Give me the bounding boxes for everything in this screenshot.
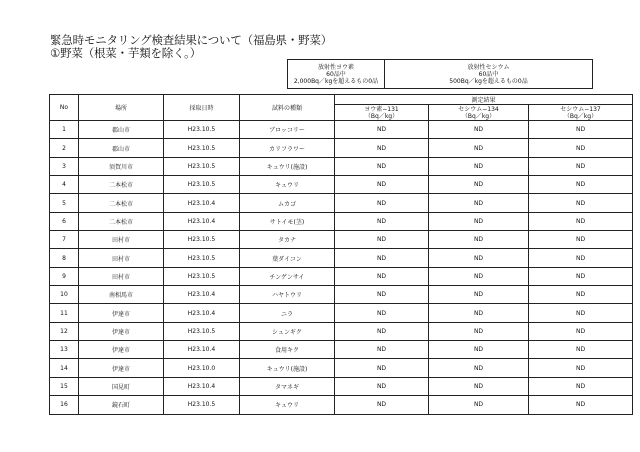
cell-cs137: ND: [529, 396, 633, 414]
cell-i131: ND: [335, 377, 429, 395]
cell-kind: 食用キク: [240, 341, 335, 359]
cell-kind: キュウリ(施設): [240, 157, 335, 175]
cell-date: H23.10.5: [164, 322, 240, 340]
cell-date: H23.10.5: [164, 231, 240, 249]
table-row: [50, 359, 633, 377]
cell-i131: ND: [335, 267, 429, 285]
cell-cs134: ND: [429, 377, 529, 395]
cell-kind: ブロッコリー: [240, 121, 335, 139]
cell-i131: ND: [335, 341, 429, 359]
cell-date: H23.10.4: [164, 212, 240, 230]
cell-cs134: ND: [429, 359, 529, 377]
iodine-summary-count: 60品中: [326, 70, 346, 78]
cell-i131: ND: [335, 249, 429, 267]
cell-place: 郡山市: [79, 139, 164, 157]
cell-i131: ND: [335, 139, 429, 157]
iodine-summary-exceed: 2,000Bq／kgを超えるもの0品: [293, 77, 379, 85]
table-row: [50, 286, 633, 304]
results-body: [50, 121, 633, 415]
cell-date: H23.10.4: [164, 194, 240, 212]
cell-date: H23.10.5: [164, 249, 240, 267]
cell-cs137: ND: [529, 231, 633, 249]
header-result: 測定結果: [335, 95, 633, 105]
cesium-summary-exceed: 500Bq／kgを超えるもの0品: [449, 77, 528, 85]
cell-date: H23.10.4: [164, 286, 240, 304]
cell-no: 2: [50, 139, 79, 157]
cell-place: 田村市: [79, 231, 164, 249]
table-row: [50, 322, 633, 340]
cell-place: 須賀川市: [79, 157, 164, 175]
cell-no: 13: [50, 341, 79, 359]
cell-kind: シュンギク: [240, 322, 335, 340]
cell-no: 5: [50, 194, 79, 212]
cell-kind: キュウリ: [240, 396, 335, 414]
cell-date: H23.10.4: [164, 304, 240, 322]
table-row: [50, 194, 633, 212]
iodine-summary-cell: [288, 60, 385, 89]
cell-place: 伊達市: [79, 322, 164, 340]
cell-cs134: ND: [429, 322, 529, 340]
table-row: [50, 176, 633, 194]
cesium-summary-count: 60品中: [478, 70, 499, 78]
cell-date: H23.10.0: [164, 359, 240, 377]
cell-place: 郡山市: [79, 121, 164, 139]
cell-no: 10: [50, 286, 79, 304]
cell-no: 9: [50, 267, 79, 285]
header-i131: [335, 105, 429, 121]
cell-date: H23.10.5: [164, 396, 240, 414]
cell-no: 15: [50, 377, 79, 395]
cell-date: H23.10.4: [164, 377, 240, 395]
header-i131-unit: （Bq／kg）: [364, 112, 399, 120]
table-row: [50, 267, 633, 285]
table-row: [50, 341, 633, 359]
cell-cs137: ND: [529, 212, 633, 230]
summary-table: [287, 59, 593, 89]
cell-kind: ムカゴ: [240, 194, 335, 212]
cell-cs134: ND: [429, 121, 529, 139]
header-cs137-label: セシウム−137: [560, 105, 601, 113]
cell-place: 伊達市: [79, 341, 164, 359]
cell-i131: ND: [335, 121, 429, 139]
table-row: [50, 139, 633, 157]
header-no: No: [50, 95, 79, 121]
cell-no: 3: [50, 157, 79, 175]
cell-kind: チンゲンサイ: [240, 267, 335, 285]
cesium-summary-label: 放射性セシウム: [467, 63, 510, 71]
cell-no: 12: [50, 322, 79, 340]
iodine-summary-label: 放射性ヨウ素: [317, 63, 354, 71]
cell-kind: キュウリ: [240, 176, 335, 194]
cell-cs137: ND: [529, 286, 633, 304]
table-row: [50, 157, 633, 175]
cell-kind: サトイモ(茎): [240, 212, 335, 230]
cell-kind: タカナ: [240, 231, 335, 249]
cell-cs137: ND: [529, 139, 633, 157]
cell-no: 4: [50, 176, 79, 194]
cell-cs137: ND: [529, 341, 633, 359]
cell-place: 国見町: [79, 377, 164, 395]
table-row: [50, 396, 633, 414]
cell-no: 14: [50, 359, 79, 377]
cell-i131: ND: [335, 176, 429, 194]
cell-i131: ND: [335, 304, 429, 322]
header-cs137-unit: （Bq／kg）: [563, 112, 598, 120]
cell-date: H23.10.5: [164, 267, 240, 285]
cell-cs134: ND: [429, 176, 529, 194]
cell-cs134: ND: [429, 194, 529, 212]
cesium-summary-cell: [385, 60, 593, 89]
cell-place: 伊達市: [79, 359, 164, 377]
cell-no: 7: [50, 231, 79, 249]
results-table: [49, 94, 633, 415]
cell-i131: ND: [335, 322, 429, 340]
cell-kind: カリフラワー: [240, 139, 335, 157]
cell-cs134: ND: [429, 341, 529, 359]
cell-cs134: ND: [429, 139, 529, 157]
cell-cs134: ND: [429, 396, 529, 414]
cell-i131: ND: [335, 286, 429, 304]
cell-cs137: ND: [529, 267, 633, 285]
table-row: [50, 377, 633, 395]
cell-date: H23.10.4: [164, 341, 240, 359]
table-row: [50, 231, 633, 249]
page-title: 緊急時モニタリング検査結果について（福島県・野菜）: [50, 33, 333, 47]
cell-kind: キュウリ(施設): [240, 359, 335, 377]
cell-kind: 葉ダイコン: [240, 249, 335, 267]
cell-i131: ND: [335, 396, 429, 414]
header-kind: 試料の種類: [240, 95, 335, 121]
cell-i131: ND: [335, 231, 429, 249]
cell-place: 二本松市: [79, 212, 164, 230]
header-place: 場所: [79, 95, 164, 121]
cell-cs134: ND: [429, 212, 529, 230]
cell-i131: ND: [335, 157, 429, 175]
cell-no: 8: [50, 249, 79, 267]
table-row: [50, 121, 633, 139]
cell-kind: タマネギ: [240, 377, 335, 395]
cell-cs134: ND: [429, 231, 529, 249]
cell-place: 鏡石町: [79, 396, 164, 414]
cell-date: H23.10.5: [164, 176, 240, 194]
header-cs134-label: セシウム−134: [458, 105, 499, 113]
cell-cs137: ND: [529, 194, 633, 212]
cell-place: 田村市: [79, 267, 164, 285]
cell-cs137: ND: [529, 121, 633, 139]
cell-cs137: ND: [529, 359, 633, 377]
cell-i131: ND: [335, 194, 429, 212]
cell-date: H23.10.5: [164, 139, 240, 157]
cell-place: 伊達市: [79, 304, 164, 322]
cell-cs134: ND: [429, 249, 529, 267]
cell-cs137: ND: [529, 157, 633, 175]
header-cs134: [429, 105, 529, 121]
table-row: [50, 249, 633, 267]
header-cs134-unit: （Bq／kg）: [461, 112, 496, 120]
cell-cs137: ND: [529, 176, 633, 194]
cell-place: 南相馬市: [79, 286, 164, 304]
header-date: 採取日時: [164, 95, 240, 121]
cell-no: 1: [50, 121, 79, 139]
table-row: [50, 212, 633, 230]
cell-i131: ND: [335, 212, 429, 230]
table-row: [50, 304, 633, 322]
cell-cs134: ND: [429, 304, 529, 322]
cell-date: H23.10.5: [164, 157, 240, 175]
header-i131-label: ヨウ素−131: [364, 105, 399, 113]
page-subtitle: ①野菜（根菜・芋類を除く。）: [50, 46, 202, 60]
cell-place: 二本松市: [79, 176, 164, 194]
cell-cs134: ND: [429, 157, 529, 175]
header-cs137: [529, 105, 633, 121]
cell-cs137: ND: [529, 304, 633, 322]
cell-date: H23.10.5: [164, 121, 240, 139]
cell-place: 田村市: [79, 249, 164, 267]
cell-i131: ND: [335, 359, 429, 377]
cell-no: 16: [50, 396, 79, 414]
cell-cs137: ND: [529, 377, 633, 395]
cell-no: 11: [50, 304, 79, 322]
cell-kind: ハヤトウリ: [240, 286, 335, 304]
cell-place: 二本松市: [79, 194, 164, 212]
cell-cs134: ND: [429, 267, 529, 285]
cell-no: 6: [50, 212, 79, 230]
cell-kind: ニラ: [240, 304, 335, 322]
cell-cs137: ND: [529, 249, 633, 267]
cell-cs137: ND: [529, 322, 633, 340]
cell-cs134: ND: [429, 286, 529, 304]
